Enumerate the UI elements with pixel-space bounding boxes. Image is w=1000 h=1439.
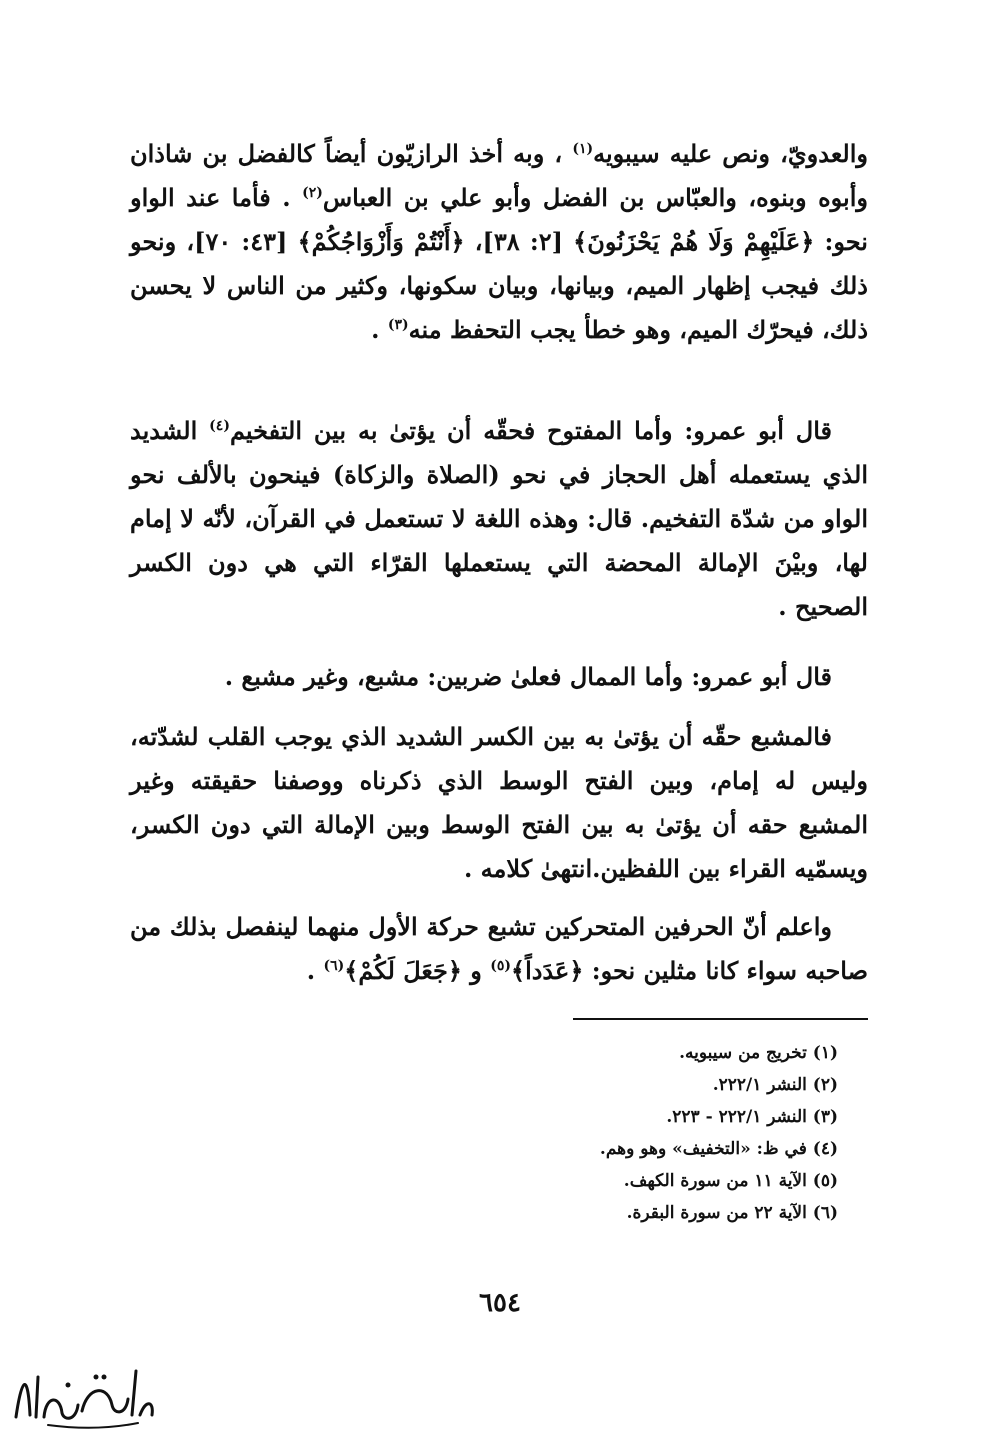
footnote-divider: [573, 1018, 868, 1020]
footnote-ref-6: (٦): [323, 958, 345, 974]
footnotes-list: [450, 1037, 838, 1229]
footnote-5: (٥) الآية ١١ من سورة الكهف.: [623, 1171, 838, 1191]
footnote-ref-4: (٤): [209, 418, 230, 434]
quran-quote-3: ﴿عَدَداً﴾: [511, 956, 584, 985]
page-number: ٦٥٤: [479, 1288, 521, 1318]
paragraph-2: [130, 409, 868, 629]
quran-quote-1: ﴿عَلَيْهِمْ وَلَا هُمْ يَحْزَنُونَ﴾: [573, 227, 815, 256]
footnote-6: (٦) الآية ٢٢ من سورة البقرة.: [626, 1203, 838, 1223]
calligraphy-logo-icon: [8, 1355, 158, 1435]
paragraph-3: قال أبو عمرو: وأما الممال فعلىٰ ضربين: مشبع، وغير مشبع .: [224, 662, 832, 691]
paragraph-1-text-1: والعدويّ، ونص عليه سيبويه: [593, 139, 868, 168]
paragraph-1-text-5: [٤٣: ٧٠]، ونحو ذلك فيجب إظهار الميم، وبيانها، وبيان سكونها، وكثير من الناس لا يحسن ذلك، فيحرّك الميم، وهو خطأ يجب التحفظ منه: [130, 227, 868, 344]
paragraph-4: فالمشبع حقّه أن يؤتىٰ به بين الكسر الشديد الذي يوجب القلب لشدّته، وليس له إمام، وبين الفتح الوسط الذي ذكرناه ووصفنا حقيقته وغير المشبع حقه أن يؤتىٰ به بين الفتح الوسط وبين الإمالة التي دون الكسر، ويسمّيه القراء بين اللفظين.انتهىٰ كلامه .: [130, 722, 868, 883]
footnote-4: (٤) في ظ: «التخفيف» وهو وهم.: [599, 1139, 838, 1159]
footnote-ref-1: (١): [572, 141, 594, 157]
paragraph-1-text-6: .: [371, 315, 388, 344]
paragraph-2-text-2: الشديد الذي يستعمله أهل الحجاز في نحو (الصلاة والزكاة) فينحون بالألف نحو الواو من شدّة التفخيم. قال: وهذه اللغة لا تستعمل في القرآن، لأنّه لا إمام لها، وبيْنَ الإمالة المحضة التي يستعملها القرّاء التي هي دون الكسر الصحيح .: [130, 416, 868, 621]
paragraph-1: [130, 132, 868, 352]
paragraph-5-text-1: واعلم أنّ الحرفين المتحركين تشبع حركة الأول منهما لينفصل بذلك من صاحبه سواء كانا مثلين نحو:: [130, 912, 868, 985]
paragraph-5-text-3: .: [306, 956, 324, 985]
paragraph-5-text-2: و: [461, 956, 491, 985]
paragraph-1-text-2: ، وبه أخذ الرازيّون أيضاً كالفضل بن شاذان وأبوه وبنوه، والعبّاس بن الفضل وأبو علي بن العباس: [130, 139, 868, 212]
paragraph-1-text-4: [٢: ٣٨]،: [464, 227, 574, 256]
footnote-ref-2: (٢): [302, 185, 323, 201]
footnote-ref-5: (٥): [490, 958, 511, 974]
paragraph-1-text-3: . فأما عند الواو نحو:: [130, 183, 868, 256]
quran-quote-2: ﴿أَنْتُمْ وَأَزْوَاجُكُمْ﴾: [297, 227, 465, 256]
footnote-ref-3: (٣): [387, 317, 409, 333]
quran-quote-4: ﴿جَعَلَ لَكُمْ﴾: [344, 956, 462, 985]
footnote-1: (١) تخريج من سيبويه.: [679, 1043, 838, 1063]
paragraph-2-text-1: قال أبو عمرو: وأما المفتوح فحقّه أن يؤتىٰ به بين التفخيم: [229, 416, 832, 445]
footnote-3: (٣) النشر ٢٢٢/١ - ٢٢٣.: [666, 1107, 838, 1127]
footnote-2: (٢) النشر ٢٢٢/١.: [712, 1075, 838, 1095]
paragraph-5: [130, 905, 868, 993]
